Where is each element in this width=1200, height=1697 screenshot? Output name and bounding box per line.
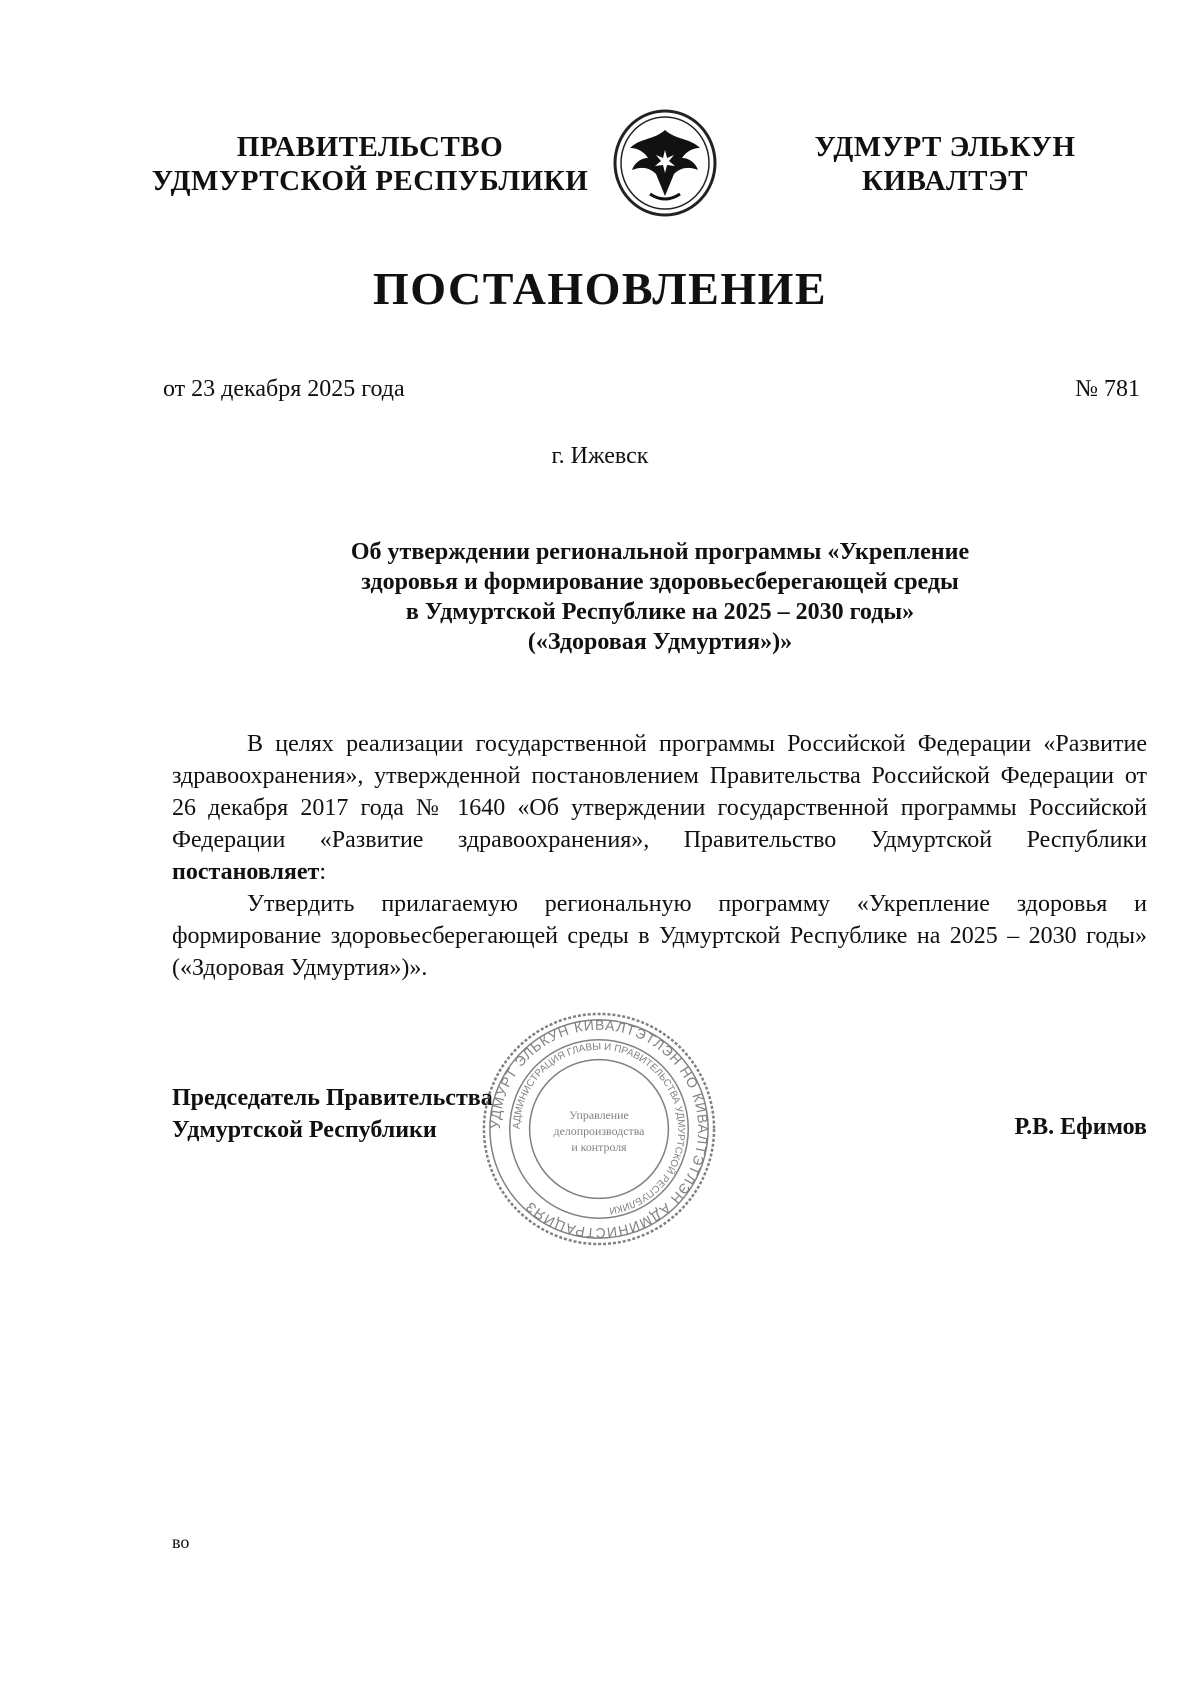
body-paragraph-1	[172, 728, 1147, 888]
paragraph1-text: В целях реализации государственной программы Российской Федерации «Развитие здравоохранения», утвержденной постановлением Правительства Российской Федерации от 26 декабря 2017 года № 1640 «Об утверждении государственной программы Российской Федерации «Развитие здравоохранения», Правительство Удмуртской Республики	[172, 731, 1147, 853]
footer-code: во	[172, 1532, 190, 1552]
paragraph1-bold: постановляет	[172, 859, 320, 885]
stamp-center-line2: делопроизводства	[553, 1123, 645, 1138]
stamp-outer-text: УДМУРТ ЭЛЬКУН КИВАЛТЭТЛЭН НО КИВАЛТЭТЛЭН АДМИНИСТРАЦИЯЗ	[486, 1016, 712, 1242]
header-left-line2: УДМУРТСКОЙ РЕСПУБЛИКИ	[151, 165, 589, 197]
document-title: ПОСТАНОВЛЕНИЕ	[372, 263, 828, 314]
document-number: № 781	[1075, 376, 1140, 402]
signature-position-line1: Председатель Правительства	[172, 1085, 493, 1111]
header-left-line1: ПРАВИТЕЛЬСТВО	[236, 131, 504, 163]
signature-name: Р.В. Ефимов	[1014, 1114, 1147, 1140]
udmurtia-coat-of-arms-icon	[610, 108, 720, 218]
official-stamp	[480, 1010, 718, 1248]
header-left	[150, 130, 590, 198]
body-paragraph-2: Утвердить прилагаемую региональную программу «Укрепление здоровья и формирование здоровьесберегающей среды в Удмуртской Республике на 2025 – 2030 годы» («Здоровая Удмуртия»)».	[172, 891, 1147, 981]
subject-line: в Удмуртской Республике на 2025 – 2030 годы»	[405, 599, 915, 625]
document-subject	[280, 537, 1040, 657]
stamp-inner-text: АДМИНИСТРАЦИЯ ГЛАВЫ И ПРАВИТЕЛЬСТВА УДМУРТСКОЙ РЕСПУБЛИКИ	[511, 1041, 687, 1216]
subject-line: здоровья и формирование здоровьесберегающей среды	[361, 569, 959, 595]
paragraph1-end: :	[319, 859, 326, 885]
header-right	[780, 130, 1110, 198]
signature-position-line2: Удмуртской Республики	[172, 1117, 437, 1143]
subject-line: Об утверждении региональной программы «Укрепление	[350, 539, 970, 565]
stamp-center-line3: и контроля	[571, 1139, 627, 1154]
signature-position	[172, 1082, 493, 1146]
header-right-line1: УДМУРТ ЭЛЬКУН	[814, 131, 1076, 163]
subject-line: («Здоровая Удмуртия»)»	[527, 629, 793, 655]
stamp-center-line1: Управление	[569, 1108, 629, 1123]
document-body	[172, 728, 1147, 984]
document-city: г. Ижевск	[551, 443, 649, 469]
header-right-line2: КИВАЛТЭТ	[861, 165, 1028, 197]
document-date: от 23 декабря 2025 года	[163, 376, 405, 402]
